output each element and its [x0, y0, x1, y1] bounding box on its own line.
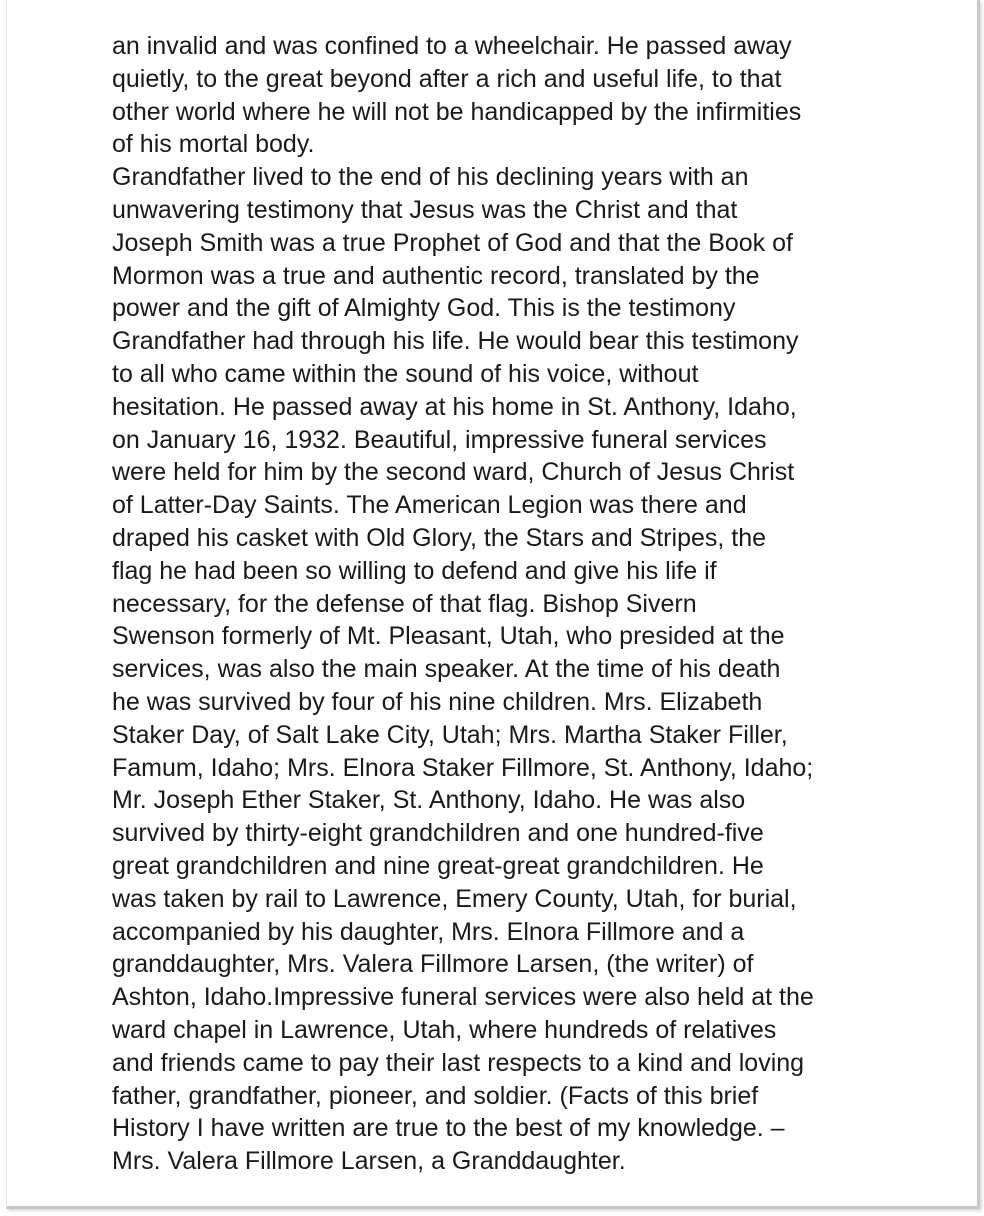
text-line: Mrs. Valera Fillmore Larsen, a Granddaughter. [112, 1147, 626, 1176]
text-line: Famum, Idaho; Mrs. Elnora Staker Fillmore, St. Anthony, Idaho; [112, 753, 814, 782]
text-line: Ashton, Idaho.Impressive funeral services were also held at the [112, 983, 814, 1012]
text-line: of his mortal body. [112, 130, 315, 159]
text-line: great grandchildren and nine great-great grandchildren. He [112, 851, 764, 880]
text-line: were held for him by the second ward, Church of Jesus Christ [112, 458, 795, 487]
text-line: quietly, to the great beyond after a rich and useful life, to that [112, 64, 782, 93]
text-line: flag he had been so willing to defend and give his life if [112, 556, 717, 585]
text-line: of Latter-Day Saints. The American Legion was there and [112, 491, 747, 520]
text-line: History I have written are true to the best of my knowledge. – [112, 1114, 785, 1143]
text-line: granddaughter, Mrs. Valera Fillmore Larsen, (the writer) of [112, 950, 754, 979]
text-line: Grandfather lived to the end of his declining years with an [112, 163, 749, 192]
text-line: was taken by rail to Lawrence, Emery County, Utah, for burial, [112, 884, 797, 913]
text-line: hesitation. He passed away at his home in St. Anthony, Idaho, [112, 392, 797, 421]
text-line: accompanied by his daughter, Mrs. Elnora Fillmore and a [112, 917, 745, 946]
text-line: Swenson formerly of Mt. Pleasant, Utah, who presided at the [112, 622, 785, 651]
text-line: Joseph Smith was a true Prophet of God and that the Book of [112, 228, 793, 257]
text-line: power and the gift of Almighty God. This is the testimony [112, 294, 736, 323]
text-line: services, was also the main speaker. At the time of his death [112, 655, 781, 684]
text-line: and friends came to pay their last respects to a kind and loving [112, 1048, 805, 1077]
text-line: an invalid and was confined to a wheelchair. He passed away [112, 32, 792, 60]
text-line: unwavering testimony that Jesus was the Christ and that [112, 195, 738, 224]
document-text [112, 30, 912, 1178]
text-line: Staker Day, of Salt Lake City, Utah; Mrs. Martha Staker Filler, [112, 720, 788, 749]
text-line: Mormon was a true and authentic record, translated by the [112, 261, 760, 290]
text-line: father, grandfather, pioneer, and soldier. (Facts of this brief [112, 1081, 759, 1110]
text-line: draped his casket with Old Glory, the Stars and Stripes, the [112, 523, 767, 552]
text-line: to all who came within the sound of his voice, without [112, 359, 699, 388]
text-line: other world where he will not be handicapped by the infirmities [112, 97, 802, 126]
text-line: he was survived by four of his nine children. Mrs. Elizabeth [112, 687, 763, 716]
text-line: on January 16, 1932. Beautiful, impressive funeral services [112, 425, 767, 454]
text-line: Mr. Joseph Ether Staker, St. Anthony, Idaho. He was also [112, 786, 746, 815]
text-line: Grandfather had through his life. He would bear this testimony [112, 327, 799, 356]
text-line: necessary, for the defense of that flag. Bishop Sivern [112, 589, 697, 618]
text-line: survived by thirty-eight grandchildren and one hundred-five [112, 819, 764, 848]
text-line: ward chapel in Lawrence, Utah, where hundreds of relatives [112, 1015, 777, 1044]
